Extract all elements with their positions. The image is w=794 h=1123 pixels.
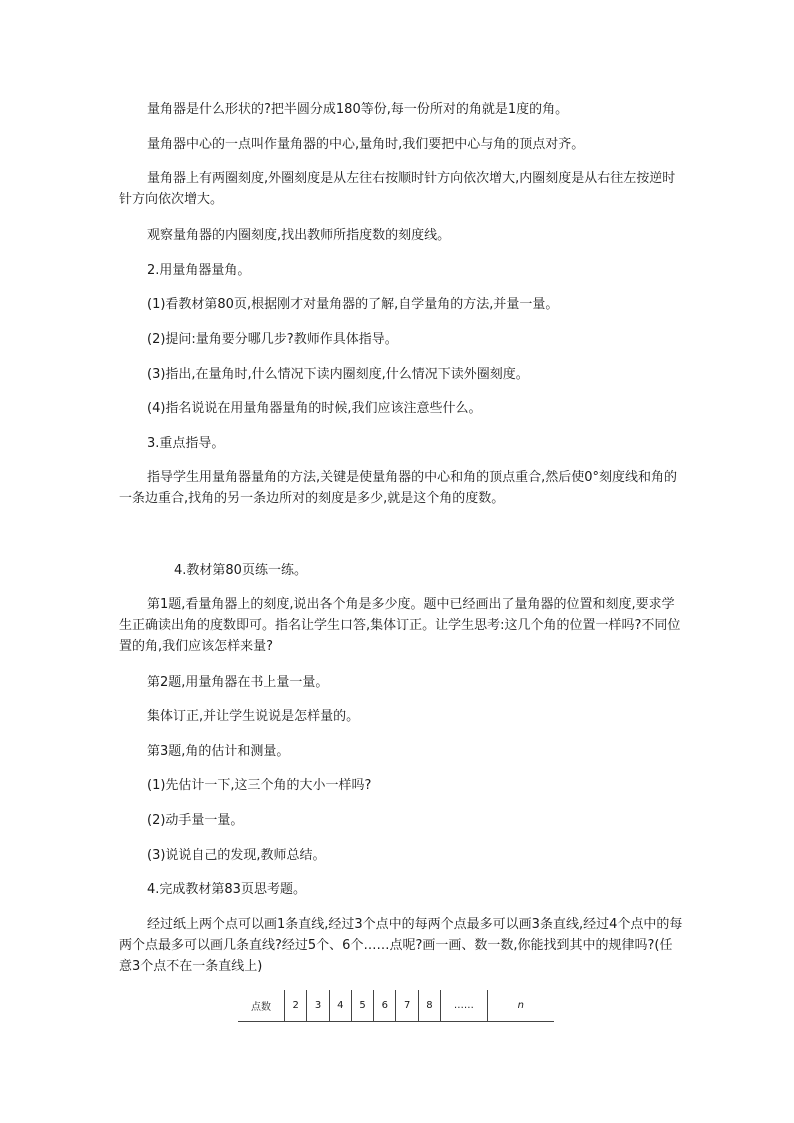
- list-item: (2)动手量一量。: [147, 813, 244, 828]
- table-row: [238, 990, 554, 1022]
- paragraph: 指导学生用量角器量角的方法,关键是使量角器的中心和角的顶点重合,然后使0°刻度线和角的一条边重合,找角的另一条边所对的刻度是多少,就是这个角的度数。: [119, 470, 678, 506]
- paragraph: 量角器是什么形状的?把半圆分成180等份,每一份所对的角就是1度的角。: [147, 102, 569, 117]
- table-cell: 2: [285, 990, 307, 1022]
- paragraph: 第2题,用量角器在书上量一量。: [147, 675, 329, 690]
- section-heading: 4.教材第80页练一练。: [174, 563, 307, 578]
- paragraph: 第1题,看量角器上的刻度,说出各个角是多少度。题中已经画出了量角器的位置和刻度,要求学生正确读出角的度数即可。指名让学生口答,集体订正。让学生思考:这几个角的位置一样吗?不同位置的角,我们应该怎样来量?: [119, 597, 681, 654]
- paragraph: 集体订正,并让学生说说是怎样量的。: [147, 709, 360, 724]
- list-item: (4)指名说说在用量角器量角的时候,我们应该注意些什么。: [147, 401, 482, 416]
- table-cell: n: [487, 990, 554, 1022]
- section-heading: 3.重点指导。: [147, 436, 225, 451]
- table-cell: 7: [396, 990, 418, 1022]
- points-table: [238, 990, 554, 1022]
- paragraph: 量角器上有两圈刻度,外圈刻度是从左往右按顺时针方向依次增大,内圈刻度是从右往左按逆时针方向依次增大。: [119, 171, 676, 207]
- paragraph: 经过纸上两个点可以画1条直线,经过3个点中的每两个点最多可以画3条直线,经过4个点中的每两个点最多可以画几条直线?经过5个、6个……点呢?画一画、数一数,你能找到其中的规律吗?(任意3个点不在一条直线上): [119, 917, 683, 974]
- section-heading: 2.用量角器量角。: [147, 263, 251, 278]
- list-item: (2)提问:量角要分哪几步?教师作具体指导。: [147, 332, 398, 347]
- list-item: (3)说说自己的发现,教师总结。: [147, 848, 326, 863]
- table-cell: 8: [418, 990, 440, 1022]
- list-item: (3)指出,在量角时,什么情况下读内圈刻度,什么情况下读外圈刻度。: [147, 367, 529, 382]
- table-cell: ……: [441, 990, 488, 1022]
- section-heading: 4.完成教材第83页思考题。: [147, 882, 306, 897]
- list-item: (1)看教材第80页,根据刚才对量角器的了解,自学量角的方法,并量一量。: [147, 297, 559, 312]
- table-cell: 6: [374, 990, 396, 1022]
- list-item: (1)先估计一下,这三个角的大小一样吗?: [147, 778, 372, 793]
- table-header-cell: 点数: [238, 990, 285, 1022]
- table-cell: 4: [329, 990, 351, 1022]
- paragraph: 量角器中心的一点叫作量角器的中心,量角时,我们要把中心与角的顶点对齐。: [147, 137, 585, 152]
- paragraph: 第3题,角的估计和测量。: [147, 744, 290, 759]
- table-cell: 5: [351, 990, 373, 1022]
- paragraph: 观察量角器的内圈刻度,找出教师所指度数的刻度线。: [147, 228, 451, 243]
- points-lines-table: [238, 990, 554, 1022]
- table-cell: 3: [307, 990, 329, 1022]
